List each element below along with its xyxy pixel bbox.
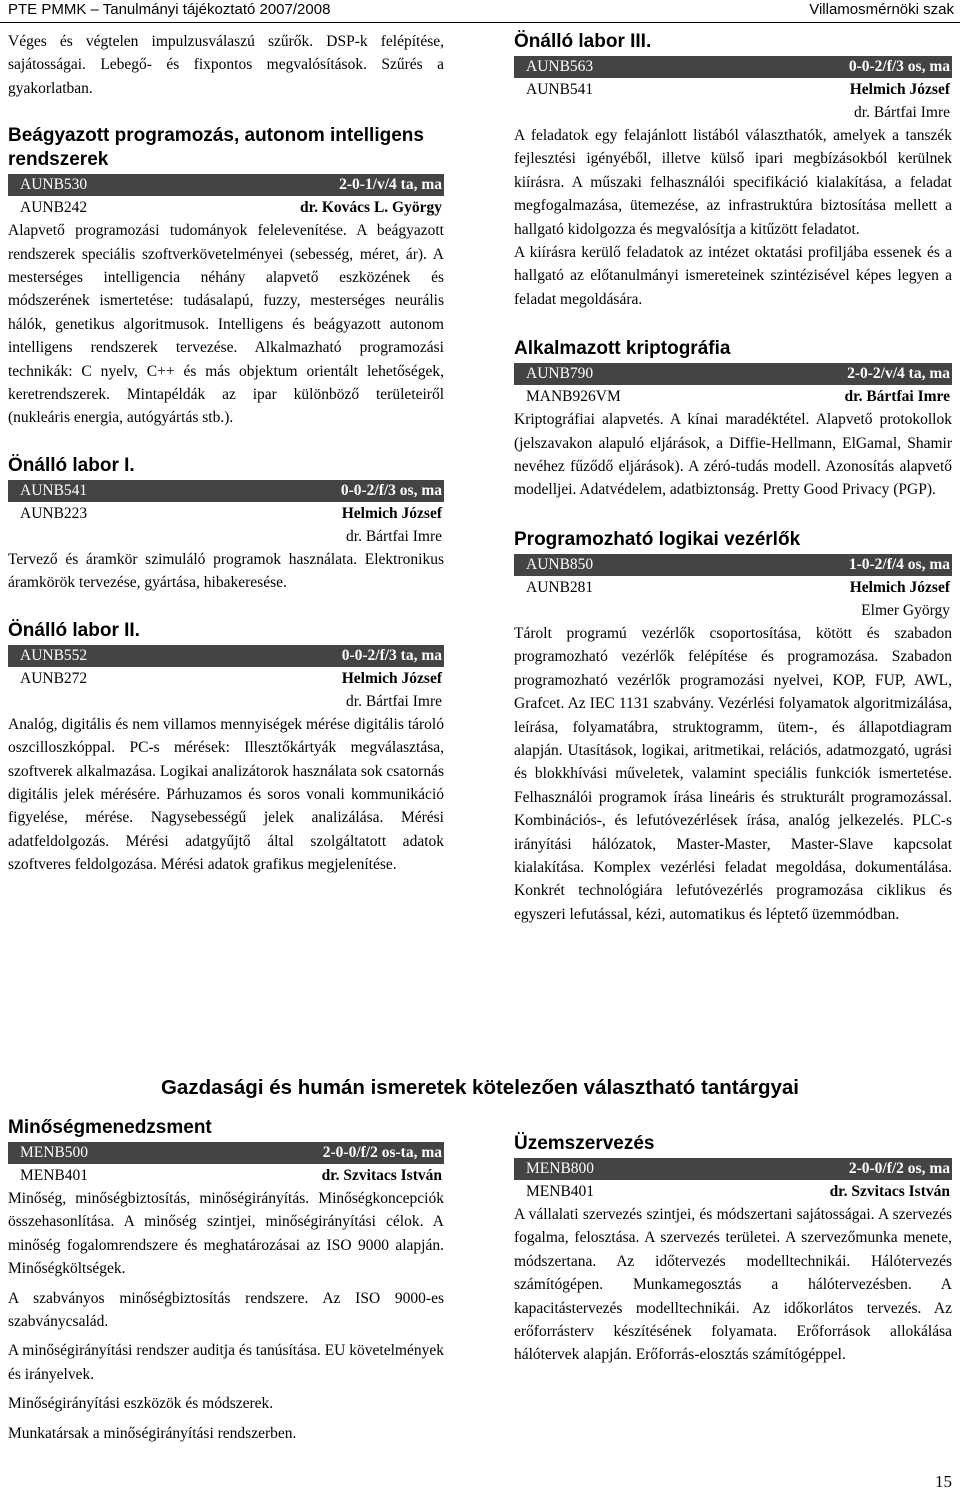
course-description-plc: Tárolt programú vezérlők csoportosítása, kötött és szabadon programozható vezérlők felépítése és programozása. Szabadon programozható vezérlők programozási nyelvei, KOP, FUP, AWL, Grafcet. Az IEC 1131 szabvány. Vezérlési folyamatok algoritmizálása, leírása, folyamatábra, struktogramm, ütem-, és állapotdiagram alapján. Utasítások, logikai, aritmetikai, relációs, adatmozgató, ugrási és blokkhívási műveletek, valamint speciális funkciók ismertetése. Felhasználói programok írása lineáris és strukturált programozással. Kombinációs-, és lefutóvezérlések írása, analóg jelkezelés. PLC-s irányítási hálózatok, Master-Master, Master-Slave kapcsolat kialakítása. Komplex vezérlési feladat megoldása, dokumentálása. Konkrét technológiára lefutóvezérlés programozása ciklikus és egyszeri lefutással, kézi, automatikus és léptető üzemmódban. (514, 624, 952, 923)
left-column (8, 30, 444, 877)
course-band-kriptografia (514, 363, 952, 385)
course-description-uzemszervezes: A vállalati szervezés szintjei, és módszertani sajátosságai. A szervezés fogalma, felosztása. A szervezés területei. A szervezőmunka menete, módszertana. Az időtervezés modelltechnikái. Hálótervezés számítógépen. Munkamegosztás a hálótervezésben. A kapacitástervezés modelltechnikái. Az időkorlátos tervezés. Az erőforrásterv készítésének folyamata. Erőforrások allokálása hálótervek alapján. Erőforrás-elosztás számítógéppel. (514, 1206, 952, 1364)
section-title-minoseg: Minőségmenedzsment (8, 1117, 212, 1138)
course-band-beagyazott (8, 174, 444, 196)
course-meta-uzemszervezes (514, 1180, 952, 1203)
section-title-uzemszervezes: Üzemszervezés (514, 1133, 655, 1154)
course-band-plc (514, 554, 952, 576)
course-meta-kriptografia (514, 385, 952, 408)
header-right: Villamosmérnöki szak (809, 1, 954, 18)
course-credits: 2-0-1/v/4 ta, ma (339, 176, 442, 194)
bottom-left-column (8, 1116, 444, 1445)
bottom-right-column (514, 1132, 952, 1367)
section-title-labor2: Önálló labor II. (8, 619, 140, 641)
course-code: MENB800 (526, 1160, 595, 1177)
lecturer-secondary: Elmer György (861, 601, 950, 619)
prereq-code: MENB401 (526, 1183, 595, 1200)
course-description-kriptografia: Kriptográfiai alapvetés. A kínai maradéktétel. Alapvető protokollok (jelszavakon alapuló eljárások, a Diffie-Hellmann, ElGamal, Shamir nevéhez fűződő eljárások). A zéró-tudás modell. Azonosítás alapvető modelljei. Adatvédelem, adatbiztonság. Pretty Good Privacy (PGP). (514, 411, 952, 499)
course-code: AUNB552 (20, 646, 88, 664)
course-credits: 2-0-0/f/2 os-ta, ma (322, 1144, 442, 1161)
course-meta-labor1 (8, 502, 444, 525)
course-credits: 0-0-2/f/3 ta, ma (341, 646, 442, 664)
course-credits: 2-0-2/v/4 ta, ma (847, 365, 950, 383)
course-code: AUNB530 (20, 176, 88, 194)
course-credits: 2-0-0/f/2 os, ma (848, 1160, 950, 1177)
lecturer-name: Helmich József (849, 81, 950, 98)
section-title-labor3: Önálló labor III. (514, 31, 652, 52)
course-band-uzemszervezes (514, 1158, 952, 1180)
course-meta-minoseg (8, 1164, 444, 1187)
section-title-plc: Programozható logikai vezérlők (514, 528, 801, 550)
section-title-beagyazott: Beágyazott programozás, autonom intelligens rendszerek (8, 125, 424, 171)
page-number: 15 (935, 1472, 952, 1491)
course-credits: 0-0-2/f/3 os, ma (340, 481, 442, 499)
lecturer-name: dr. Bártfai Imre (844, 388, 950, 406)
prereq-code: AUNB223 (20, 504, 88, 522)
lecturer-name: Helmich József (341, 504, 442, 522)
prereq-code: AUNB272 (20, 669, 88, 687)
intro-paragraph: Véges és végtelen impulzusválaszú szűrők. DSP-k felépítése, sajátosságai. Lebegő- és fixpontos megvalósítások. Szűrés a gyakorlatban. (8, 33, 444, 97)
minoseg-paragraph-3: A minőségirányítási rendszer auditja és tanúsítása. EU követelmények és irányelvek. (8, 1342, 444, 1383)
minoseg-paragraph-1: Minőség, minőségbiztosítás, minőségirányítás. Minőségkoncepciók összehasonlítása. A minőség szintjei, minőségirányítási célok. A minőség fogalomrendszere és meghatározásai az ISO 9000 alapján. Minőségköltségek. (8, 1190, 444, 1278)
lecturer-name: Helmich József (849, 578, 950, 596)
course-band-labor3 (514, 56, 952, 78)
right-column (514, 30, 952, 926)
course-meta-plc (514, 576, 952, 599)
minoseg-paragraph-5: Munkatársak a minőségirányítási rendszerben. (8, 1424, 297, 1442)
lecturer-secondary: dr. Bártfai Imre (854, 104, 950, 121)
course-credits: 1-0-2/f/4 os, ma (848, 555, 950, 573)
lecturer-name: dr. Kovács L. György (300, 199, 442, 217)
course-band-labor2 (8, 645, 444, 667)
prereq-code: MENB401 (20, 1167, 89, 1184)
course-band-minoseg (8, 1142, 444, 1164)
course-description-beagyazott: Alapvető programozási tudományok felelevenítése. A beágyazott rendszerek speciális szoftverkövetelményei (sebesség, méret, ár). A mesterséges intelligencia néhány alapvető eszközének és módszerének ismertetése: tudásalapú, fuzzy, mesterséges neurális hálók, genetikus algoritmusok. Intelligens és beágyazott autonom intelligens rendszerek tervezése. Alkalmazható programozási technikák: C nyelv, C++ és más objektum orientált lehetőségek, keretrendszerek. Mintapéldák az ipar különböző területeiről (nukleáris energia, autógyártás stb.). (8, 222, 444, 427)
course-meta-labor3 (514, 78, 952, 101)
minoseg-paragraph-2: A szabványos minőségbiztosítás rendszere. Az ISO 9000-es szabványcsalád. (8, 1289, 444, 1331)
prereq-code: MANB926VM (526, 388, 621, 406)
prereq-code: AUNB541 (526, 81, 594, 98)
prereq-code: AUNB242 (20, 199, 88, 217)
lecturer-secondary: dr. Bártfai Imre (346, 527, 442, 545)
header-left: PTE PMMK – Tanulmányi tájékoztató 2007/2008 (8, 1, 331, 18)
course-description-labor2: Analóg, digitális és nem villamos mennyiségek mérése digitális tároló oszcilloszkóppal. PC-s mérések: Illesztőkártyák megválasztása, szoftverek alkalmazása. Logikai analizátorok használata sok csatornás digitális jelek mérésére. Párhuzamos és soros vonali kommunikáció figyelése, mérése. Nagysebességű jelek analizálása. Mérési adatfeldolgozás. Mérési adatgyűjtő által szolgáltatott adatok szoftveres feldolgozása. Mérési adatok grafikus megjelenítése. (8, 715, 444, 874)
section-title-kriptografia: Alkalmazott kriptográfia (514, 338, 731, 360)
course-credits: 0-0-2/f/3 os, ma (848, 58, 950, 75)
course-code: AUNB790 (526, 365, 594, 383)
course-description-labor3-b: A kiírásra kerülő feladatok az intézet oktatási profiljába essenek és a hallgató az előtanulmányi ismereteinek szintézisével képes legyen a feladat megoldására. (514, 244, 952, 308)
section-title-labor1: Önálló labor I. (8, 454, 135, 476)
course-meta-labor2 (8, 667, 444, 690)
lecturer-secondary: dr. Bártfai Imre (346, 692, 442, 710)
course-code: AUNB563 (526, 58, 594, 75)
course-band-labor1 (8, 480, 444, 502)
course-description-labor1: Tervező és áramkör szimuláló programok használata. Elektronikus áramkörök tervezése, gyártása, hibakeresése. (8, 550, 444, 592)
course-code: AUNB850 (526, 555, 594, 573)
elective-group-title: Gazdasági és humán ismeretek kötelezően választható tantárgyai (160, 1076, 799, 1099)
lecturer-name: Helmich József (341, 669, 442, 687)
course-description-labor3-a: A feladatok egy felajánlott listából választhatók, amelyek a tanszék fejlesztési igényéből, illetve külső ipari megbízásokból kerülnek kiírásra. A műszaki felhasználói specifikáció kialakítása, a feladat megfogalmazása, ütemezése, az infrastruktúra biztosítása mellett a hallgató kidolgozza és megvalósítja a kitűzött feladatot. (514, 127, 952, 238)
course-meta-beagyazott (8, 196, 444, 219)
page-header (0, 0, 960, 23)
course-code: MENB500 (20, 1144, 89, 1161)
prereq-code: AUNB281 (526, 578, 594, 596)
lecturer-name: dr. Szvitacs István (829, 1183, 950, 1200)
course-code: AUNB541 (20, 481, 88, 499)
lecturer-name: dr. Szvitacs István (321, 1167, 442, 1184)
minoseg-paragraph-4: Minőségirányítási eszközök és módszerek. (8, 1395, 274, 1413)
